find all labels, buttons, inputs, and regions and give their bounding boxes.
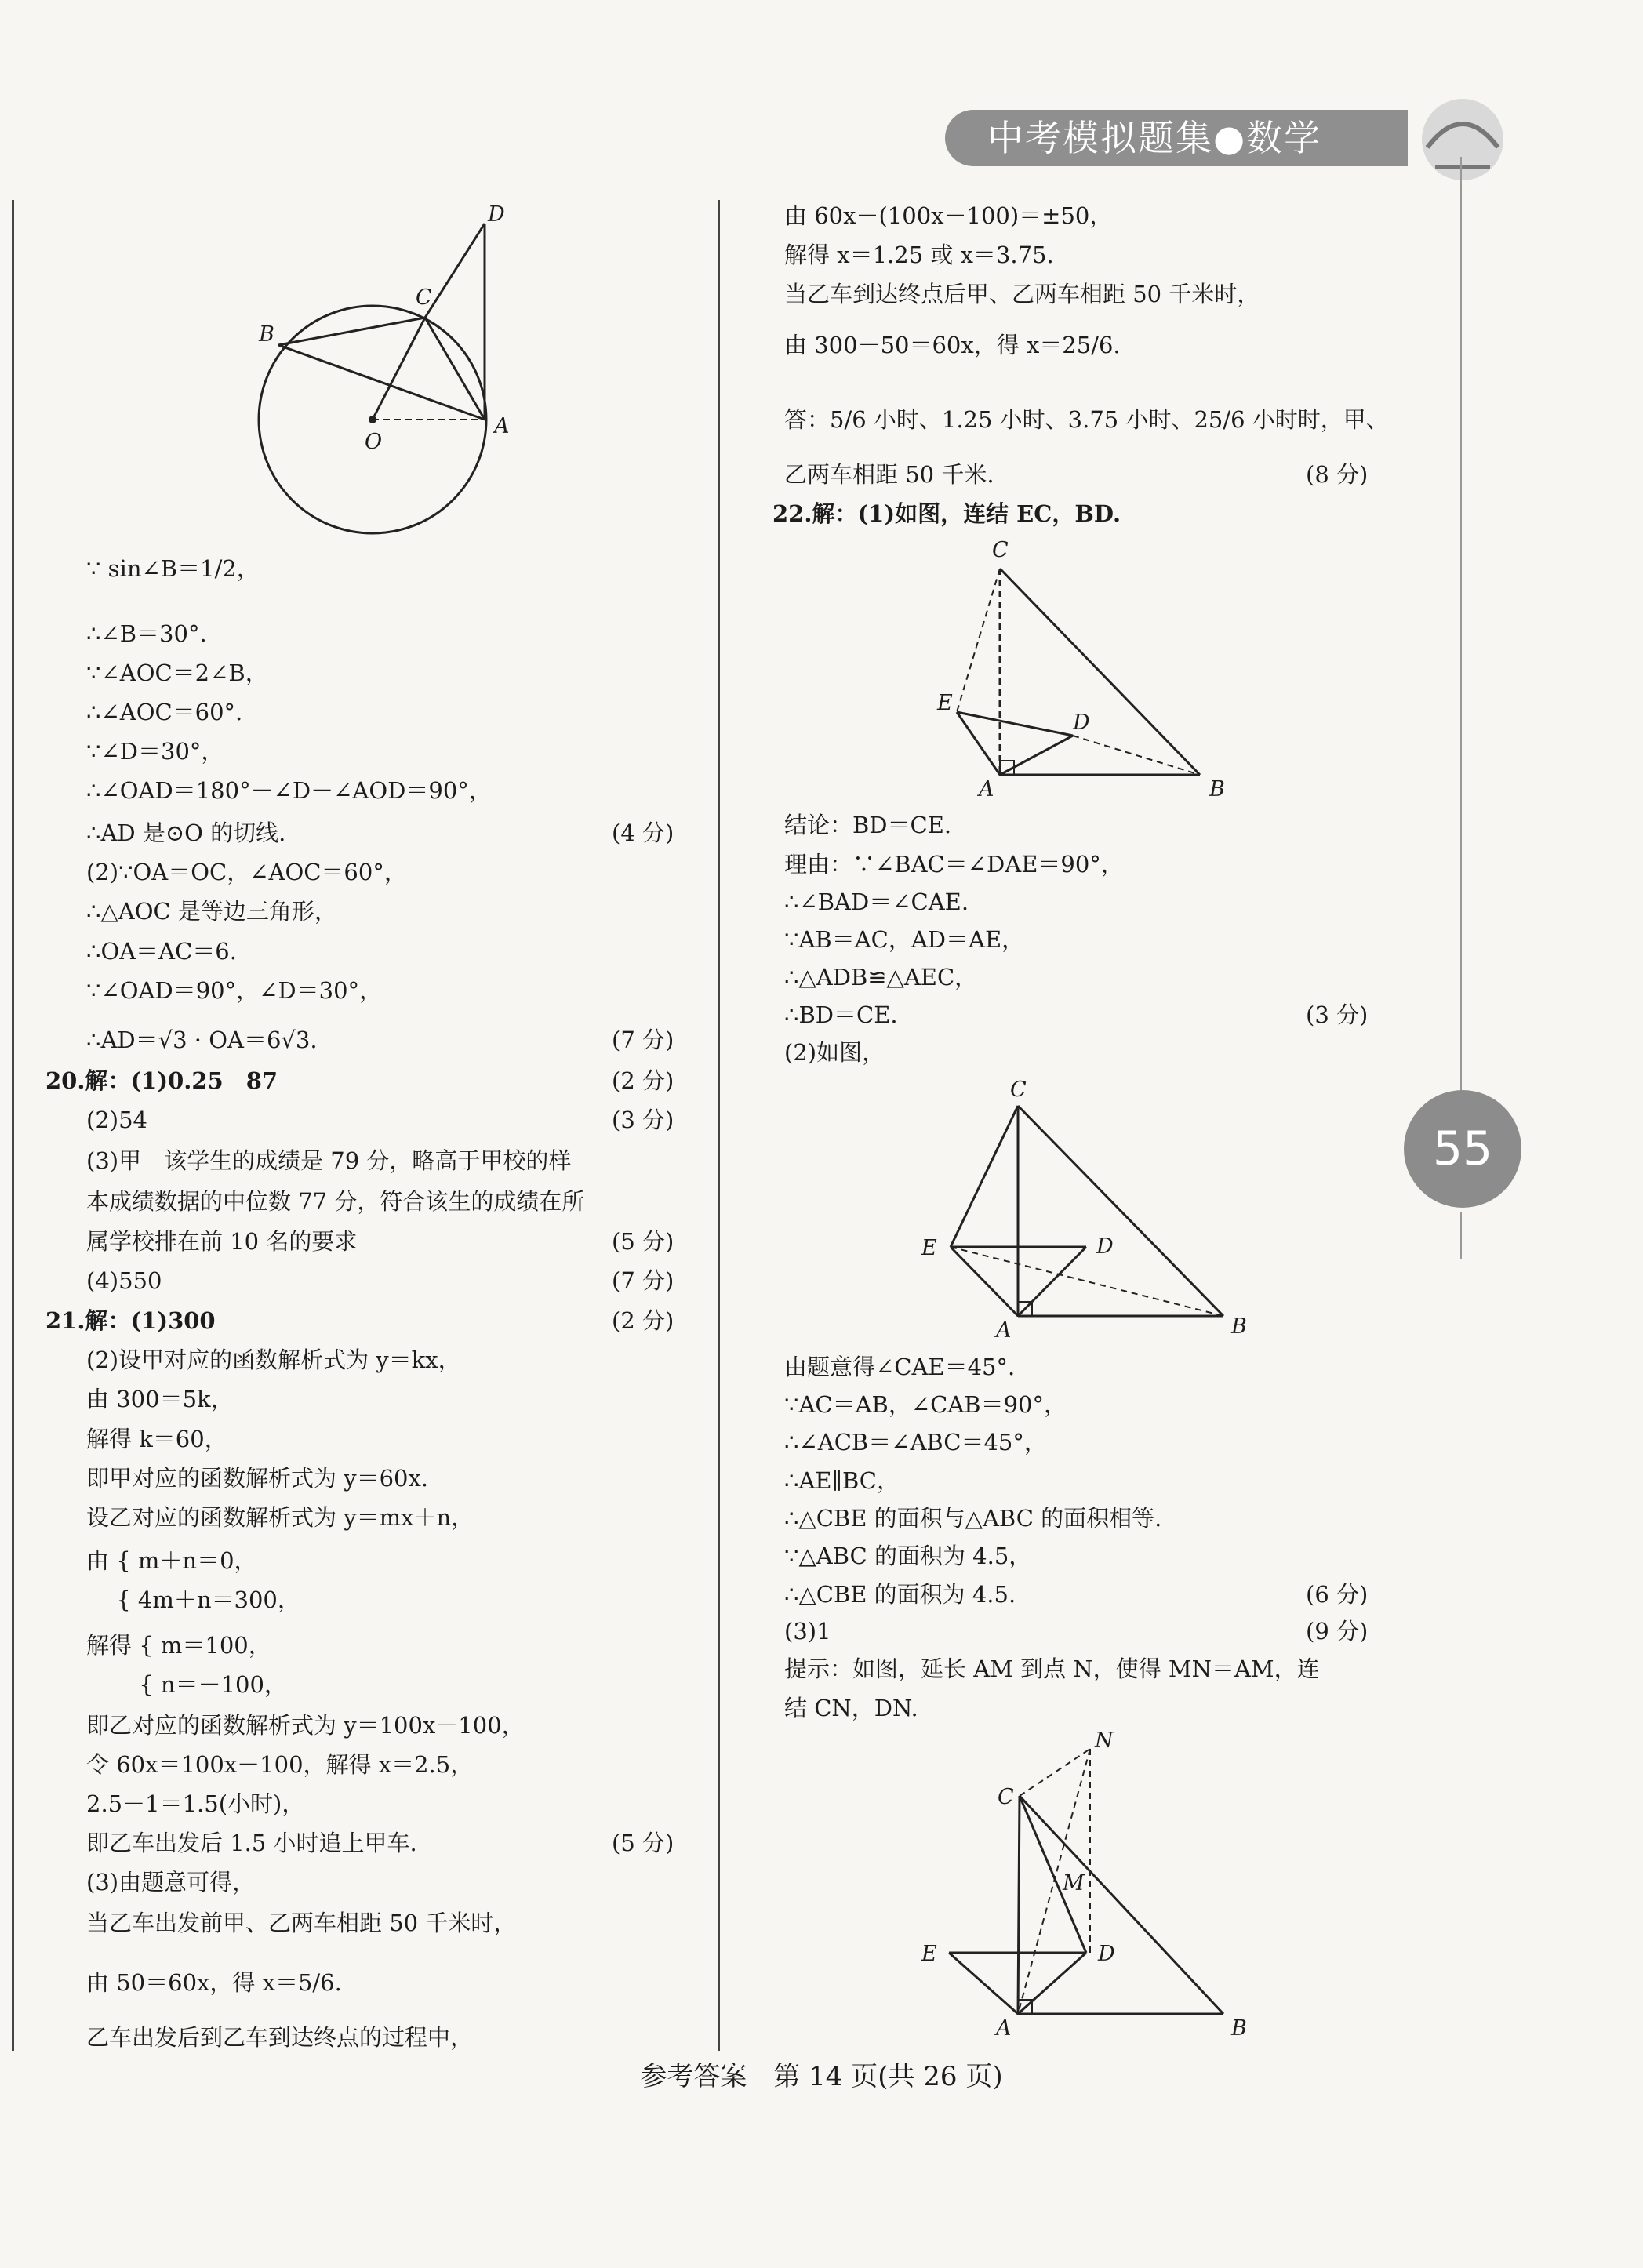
- text-line: 当乙车到达终点后甲、乙两车相距 50 千米时，: [784, 281, 1260, 307]
- score: (5 分): [612, 1830, 674, 1856]
- text-line: ∵△ABC 的面积为 4.5，: [784, 1543, 1032, 1569]
- label-c: C: [1010, 1078, 1027, 1102]
- score: (4 分): [612, 820, 674, 846]
- text-line: ∴AD＝√3 · OA＝6√3.: [86, 1027, 318, 1053]
- text-line: ∵∠AOC＝2∠B，: [86, 660, 268, 686]
- text-line: (4)550: [86, 1267, 162, 1294]
- text-line: 结 CN，DN.: [784, 1695, 918, 1721]
- text-line: 结论：BD＝CE.: [784, 812, 952, 838]
- score: (8 分): [1306, 461, 1369, 488]
- text-line: 即乙对应的函数解析式为 y＝100x－100，: [86, 1712, 525, 1739]
- figure-triangle-1: [925, 533, 1255, 800]
- score: (7 分): [612, 1267, 674, 1294]
- text-line: ∴∠BAD＝∠CAE.: [784, 889, 969, 915]
- figure-triangle-2: [910, 1074, 1255, 1341]
- text-line: (2)∵OA＝OC，∠AOC＝60°，: [86, 859, 407, 885]
- text-line: { n＝－100，: [86, 1671, 287, 1698]
- margin-rule-lower: [1460, 1212, 1462, 1259]
- label-e: E: [937, 691, 953, 715]
- text-line: 乙两车相距 50 千米.: [784, 461, 994, 488]
- page-footer: 参考答案 第 14 页(共 26 页): [640, 2061, 1003, 2092]
- publisher-logo: [1404, 93, 1521, 187]
- text-line: ∵∠OAD＝90°，∠D＝30°，: [86, 977, 383, 1004]
- text-line: ∵AB＝AC，AD＝AE，: [784, 926, 1025, 953]
- text-line: (3)甲 该学生的成绩是 79 分，略高于甲校的样: [86, 1147, 572, 1174]
- label-c: C: [992, 538, 1009, 562]
- text-line: (2)如图，: [784, 1039, 885, 1066]
- label-c: C: [998, 1785, 1014, 1809]
- label-o: O: [365, 430, 383, 454]
- text-line: 乙车出发后到乙车到达终点的过程中，: [86, 2024, 474, 2051]
- text-line: ∴AE∥BC，: [784, 1467, 900, 1494]
- text-line: 由题意得∠CAE＝45°.: [784, 1354, 1016, 1380]
- score: (2 分): [612, 1067, 674, 1094]
- label-d: D: [1096, 1234, 1114, 1259]
- score: (3 分): [612, 1107, 674, 1133]
- text-line: ∴△CBE 的面积与△ABC 的面积相等.: [784, 1505, 1162, 1532]
- score: (5 分): [612, 1228, 674, 1255]
- label-d: D: [1073, 711, 1090, 735]
- text-line: 令 60x＝100x－100，解得 x＝2.5，: [86, 1751, 474, 1778]
- text-line: 答：5/6 小时、1.25 小时、3.75 小时、25/6 小时时，甲、: [784, 406, 1389, 433]
- label-d: D: [1098, 1942, 1115, 1966]
- text-line: ∴OA＝AC＝6.: [86, 938, 237, 965]
- score: (9 分): [1306, 1618, 1369, 1645]
- text-line: 20.解：(1)0.25 87: [45, 1067, 278, 1094]
- label-a: A: [996, 1318, 1012, 1341]
- text-line: 由 300＝5k，: [86, 1386, 234, 1412]
- text-line: 22.解：(1)如图，连结 EC，BD.: [772, 500, 1121, 527]
- score: (7 分): [612, 1027, 674, 1053]
- label-a: A: [494, 414, 510, 438]
- margin-rule: [1460, 157, 1462, 1145]
- label-m: M: [1063, 1871, 1085, 1895]
- text-line: ∴BD＝CE.: [784, 1001, 898, 1028]
- text-line: 由 300－50＝60x，得 x＝25/6.: [784, 332, 1121, 358]
- label-a: A: [979, 777, 994, 800]
- page-number-badge: 55: [1404, 1090, 1521, 1208]
- score: (3 分): [1306, 1001, 1369, 1028]
- label-b: B: [1231, 1314, 1247, 1339]
- text-line: (2)设甲对应的函数解析式为 y＝kx，: [86, 1347, 461, 1373]
- text-line: 即甲对应的函数解析式为 y＝60x.: [86, 1465, 429, 1492]
- text-line: 设乙对应的函数解析式为 y＝mx＋n，: [86, 1504, 474, 1531]
- text-line: ∴△CBE 的面积为 4.5.: [784, 1581, 1016, 1608]
- text-line: 由 60x－(100x－100)＝±50，: [784, 202, 1113, 229]
- text-line: 解得 { m＝100，: [86, 1632, 271, 1659]
- label-b: B: [1231, 2016, 1247, 2041]
- text-line: 当乙车出发前甲、乙两车相距 50 千米时，: [86, 1910, 517, 1936]
- text-line: 由 { m＋n＝0，: [86, 1547, 257, 1574]
- text-line: (3)由题意可得，: [86, 1869, 256, 1895]
- text-line: ∴∠ACB＝∠ABC＝45°，: [784, 1429, 1047, 1456]
- text-line: { 4m＋n＝300，: [86, 1587, 300, 1613]
- text-line: ∴△AOC 是等边三角形，: [86, 898, 337, 925]
- label-n: N: [1095, 1728, 1114, 1753]
- text-line: 理由：∵∠BAC＝∠DAE＝90°，: [784, 851, 1124, 878]
- text-line: ∵∠D＝30°，: [86, 738, 224, 765]
- text-line: 本成绩数据的中位数 77 分，符合该生的成绩在所: [86, 1188, 585, 1215]
- text-line: 2.5－1＝1.5(小时)，: [86, 1790, 305, 1817]
- figure-circle: [235, 196, 565, 541]
- label-d: D: [488, 202, 505, 227]
- text-line: (2)54: [86, 1107, 147, 1133]
- text-line: 提示：如图，延长 AM 到点 N，使得 MN＝AM，连: [784, 1656, 1320, 1682]
- label-e: E: [921, 1942, 937, 1966]
- text-line: ∵AC＝AB，∠CAB＝90°，: [784, 1391, 1067, 1418]
- text-line: 解得 x＝1.25 或 x＝3.75.: [784, 242, 1054, 268]
- label-b: B: [259, 322, 274, 347]
- text-line: ∴AD 是⊙O 的切线.: [86, 820, 286, 846]
- text-line: 即乙车出发后 1.5 小时追上甲车.: [86, 1830, 417, 1856]
- label-a: A: [996, 2016, 1012, 2041]
- left-rule: [12, 200, 14, 2051]
- text-line: 属学校排在前 10 名的要求: [86, 1228, 358, 1255]
- text-line: ∵ sin∠B＝1/2，: [86, 555, 260, 582]
- label-e: E: [921, 1236, 937, 1260]
- text-line: ∴△ADB≌△AEC，: [784, 964, 978, 990]
- text-line: 解得 k＝60，: [86, 1426, 227, 1452]
- text-line: (3)1: [784, 1618, 831, 1645]
- figure-triangle-3: [910, 1717, 1255, 2047]
- text-line: 21.解：(1)300: [45, 1307, 216, 1334]
- text-line: ∴∠AOC＝60°.: [86, 699, 243, 725]
- label-b: B: [1209, 777, 1225, 800]
- book-title-banner: 中考模拟题集●数学: [945, 110, 1408, 166]
- middle-rule: [718, 200, 720, 2051]
- label-c: C: [416, 285, 432, 310]
- text-line: ∴∠OAD＝180°－∠D－∠AOD＝90°，: [86, 777, 492, 804]
- score: (6 分): [1306, 1581, 1369, 1608]
- text-line: ∴∠B＝30°.: [86, 620, 207, 647]
- text-line: 由 50＝60x，得 x＝5/6.: [86, 1969, 342, 1996]
- score: (2 分): [612, 1307, 674, 1334]
